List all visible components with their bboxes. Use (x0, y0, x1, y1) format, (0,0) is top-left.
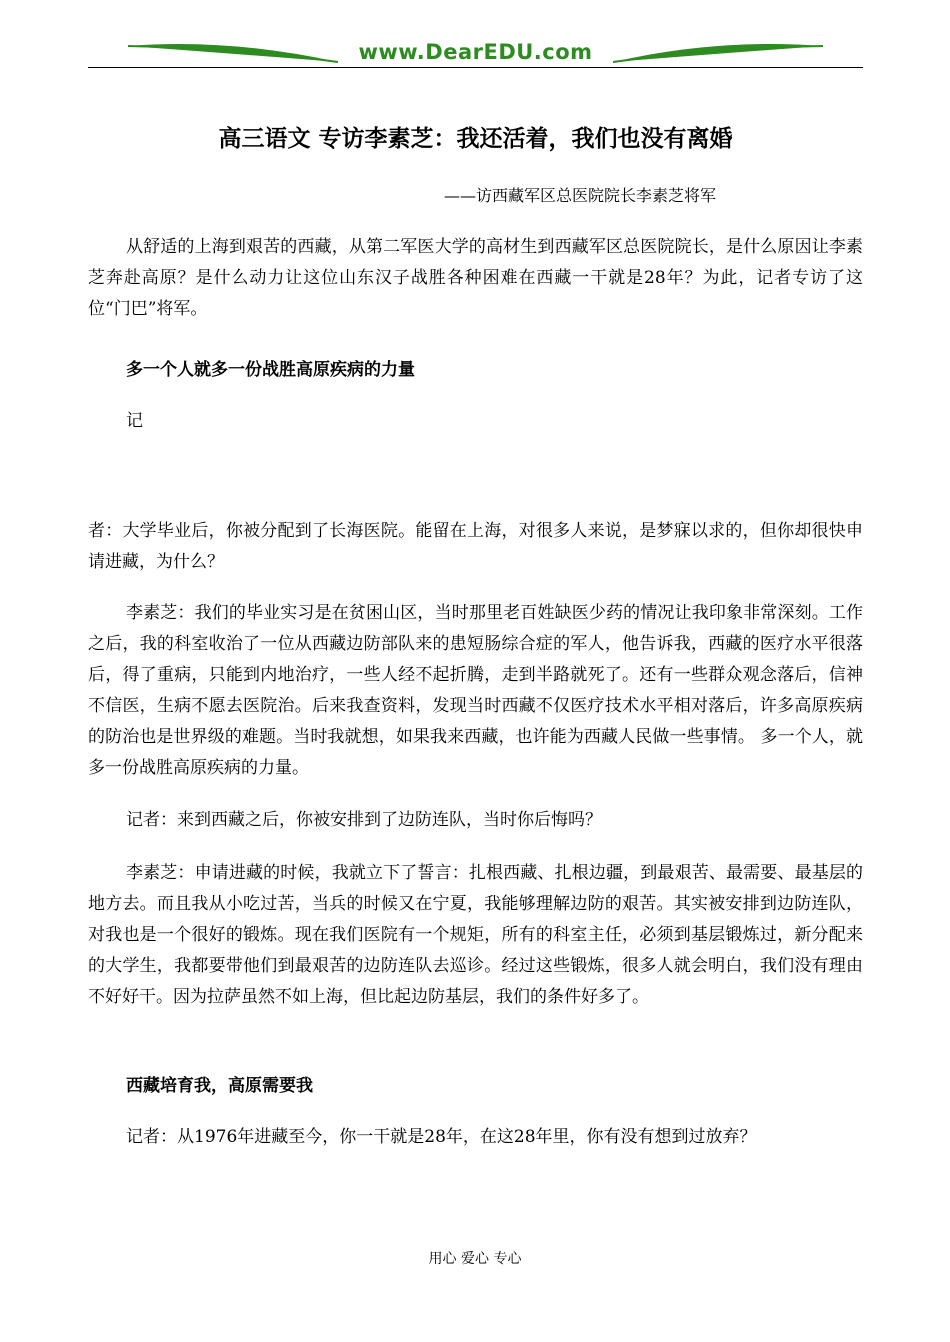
intro-paragraph: 从舒适的上海到艰苦的西藏，从第二军医大学的高材生到西藏军区总医院院长，是什么原因让李素芝奔赴高原？是什么动力让这位山东汉子战胜各种困难在西藏一干就是28年？为此，记者专访了这位“门巴”将军。 (88, 237, 863, 319)
question-3: 记者：从1976年进藏至今，你一干就是28年，在这28年里，你有没有想到过放弃？ (126, 1127, 757, 1147)
answer-1: 李素芝：我们的毕业实习是在贫困山区，当时那里老百姓缺医少药的情况让我印象非常深刻。工作之后，我的科室收治了一位从西藏边防部队来的患短肠综合症的军人，他告诉我，西藏的医疗水平很落后，得了重病，只能到内地治疗，一些人经不起折腾，走到半路就死了。还有一些群众观念落后，信神不信医，生病不愿去医院治。后来我查资料，发现当时西藏不仅医疗技术水平相对落后，许多高原疾病的防治也是世界级的难题。当时我就想，如果我来西藏，也许能为西藏人民做一些事情。 多一个人，就多一份战胜高原疾病的力量。 (88, 603, 863, 778)
fragment-paragraph: 记 (126, 411, 143, 431)
doc-title: 高三语文 专访李素芝：我还活着，我们也没有离婚 (218, 125, 733, 152)
page-footer: 用心 爱心 专心 (428, 1251, 522, 1267)
answer-2: 李素芝：申请进藏的时候，我就立下了誓言：扎根西藏、扎根边疆，到最艰苦、最需要、最基层的地方去。而且我从小吃过苦，当兵的时候又在宁夏，我能够理解边防的艰苦。其实被安排到边防连队，对我也是一个很好的锻炼。现在我们医院有一个规矩，所有的科室主任，必须到基层锻炼过，新分配来的大学生，我都要带他们到最艰苦的边防连队去巡诊。经过这些锻炼，很多人就会明白，我们没有理由不好好干。因为拉萨虽然不如上海，但比起边防基层，我们的条件好多了。 (88, 863, 863, 1007)
site-banner (88, 34, 863, 70)
section-heading-1: 多一个人就多一份战胜高原疾病的力量 (126, 360, 415, 380)
question-2: 记者：来到西藏之后，你被安排到了边防连队，当时你后悔吗？ (126, 810, 602, 830)
site-url[interactable]: www.DearEDU.com (358, 40, 593, 64)
doc-subtitle: ——访西藏军区总医院院长李素芝将军 (443, 186, 716, 205)
question-1: 者：大学毕业后，你被分配到了长海医院。能留在上海，对很多人来说，是梦寐以求的，但你却很快申请进藏，为什么？ (88, 521, 863, 572)
section-heading-2: 西藏培育我，高原需要我 (126, 1076, 313, 1096)
header-rule (88, 67, 863, 68)
